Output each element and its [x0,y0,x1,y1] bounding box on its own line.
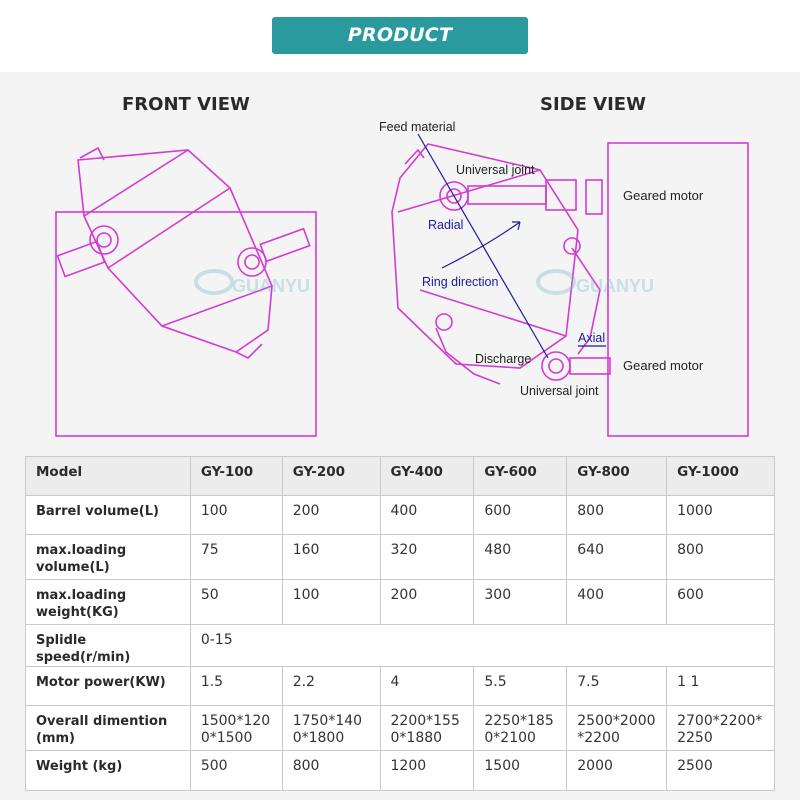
side-barrel [392,144,578,368]
row-label: Weight (kg) [26,751,191,791]
watermark-left [196,271,310,296]
table-cell: 2250*1850*2100 [474,706,567,751]
row-label: Motor power(KW) [26,667,191,706]
table-cell: 7.5 [567,667,667,706]
table-row [26,496,775,535]
table-cell: 2000 [567,751,667,791]
header-band [0,0,800,72]
front-frame [56,212,316,436]
watermark-right-text: GUANYU [576,276,655,296]
table-cell: 2700*2200*2250 [667,706,775,751]
column-header: GY-200 [282,457,380,496]
row-label: max.loading volume(L) [26,535,191,580]
table-cell: 1 1 [667,667,775,706]
table-cell: 2.2 [282,667,380,706]
table-cell: 200 [380,580,474,625]
table-cell: 400 [567,580,667,625]
column-header: Model [26,457,191,496]
label-radial: Radial [428,218,464,232]
column-header: GY-400 [380,457,474,496]
table-cell: 5.5 [474,667,567,706]
table-cell: 1750*1400*1800 [282,706,380,751]
table-cell: 300 [474,580,567,625]
table-cell: 800 [567,496,667,535]
table-cell: 75 [190,535,282,580]
side-bottom-bearing [542,352,570,380]
column-header: GY-600 [474,457,567,496]
table-cell: 640 [567,535,667,580]
table-cell: 100 [282,580,380,625]
table-cell: 480 [474,535,567,580]
table-cell: 320 [380,535,474,580]
side-view-drawing [392,144,610,384]
table-cell: 500 [190,751,282,791]
watermark-right [538,271,654,296]
row-label: Overall dimention (mm) [26,706,191,751]
table-cell: 4 [380,667,474,706]
table-cell: 600 [474,496,567,535]
table-cell: 200 [282,496,380,535]
label-feed-material: Feed material [379,120,456,134]
row-label: Barrel volume(L) [26,496,191,535]
table-cell: 1000 [667,496,775,535]
table-cell: 1200 [380,751,474,791]
table-cell: 800 [282,751,380,791]
side-top-shaft [468,186,546,204]
table-cell: 0-15 [190,625,774,667]
front-view-title: FRONT VIEW [122,94,250,115]
mixer-diagram [0,110,800,450]
specs-table [25,456,775,791]
label-universal-joint-top: Universal joint [456,163,535,177]
label-ring-direction: Ring direction [422,275,499,289]
watermark-left-text: GUANYU [232,276,311,296]
label-axial: Axial [578,331,606,345]
table-row [26,706,775,751]
label-discharge: Discharge [475,352,532,366]
row-label: max.loading weight(KG) [26,580,191,625]
row-label: Splidle speed(r/min) [26,625,191,667]
table-cell: 1500 [474,751,567,791]
table-row [26,751,775,791]
label-universal-joint-bottom: Universal joint [520,384,599,398]
front-right-shaft [260,229,309,262]
page-title: PRODUCT [272,17,528,54]
column-header: GY-800 [567,457,667,496]
table-cell: 2500*2000*2200 [567,706,667,751]
table-cell: 2500 [667,751,775,791]
table-row [26,667,775,706]
label-geared-motor-top: Geared motor [623,188,704,203]
table-cell: 100 [190,496,282,535]
table-header-row [26,457,775,496]
column-header: GY-1000 [667,457,775,496]
label-geared-motor-bottom: Geared motor [623,358,704,373]
table-cell: 400 [380,496,474,535]
table-cell: 160 [282,535,380,580]
table-cell: 600 [667,580,775,625]
table-cell: 2200*1550*1880 [380,706,474,751]
table-cell: 1500*1200*1500 [190,706,282,751]
table-row [26,535,775,580]
table-cell: 1.5 [190,667,282,706]
table-cell: 50 [190,580,282,625]
table-row [26,625,775,667]
table-row [26,580,775,625]
column-header: GY-100 [190,457,282,496]
side-view-title: SIDE VIEW [540,94,646,115]
table-cell: 800 [667,535,775,580]
